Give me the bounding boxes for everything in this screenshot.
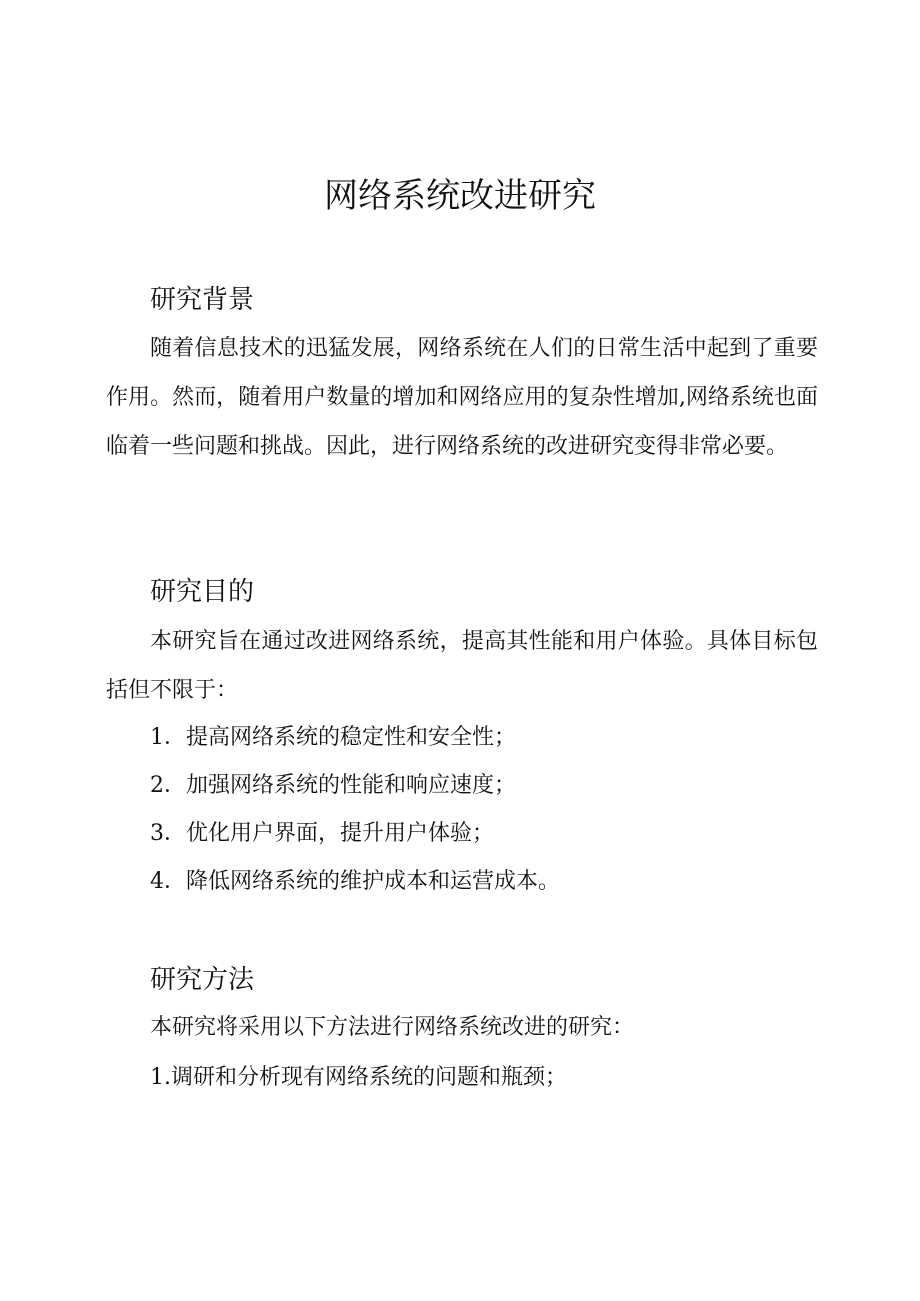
purpose-list-item: 3．优化用户界面，提升用户体验； xyxy=(150,821,494,846)
purpose-list-item: 1．提高网络系统的稳定性和安全性； xyxy=(150,725,516,750)
document-title: 网络系统改进研究 xyxy=(324,176,596,216)
method-list-item: 1.调研和分析现有网络系统的问题和瓶颈； xyxy=(150,1065,567,1090)
section-heading-method: 研究方法 xyxy=(150,965,255,995)
purpose-list-item: 4．降低网络系统的维护成本和运营成本。 xyxy=(150,869,560,894)
purpose-list-item: 2．加强网络系统的性能和响应速度； xyxy=(150,773,516,798)
section-heading-purpose: 研究目的 xyxy=(150,577,255,607)
method-intro: 本研究将采用以下方法进行网络系统改进的研究： xyxy=(150,1015,635,1040)
background-paragraph: 随着信息技术的迅猛发展，网络系统在人们的日常生活中起到了重要作用。然而，随着用户数量的增加和网络应用的复杂性增加,网络系统也面临着一些问题和挑战。因此，进行网络系统的改进研究变得非常必要。 xyxy=(106,336,818,459)
purpose-paragraph: 本研究旨在通过改进网络系统，提高其性能和用户体验。具体目标包括但不限于： xyxy=(106,629,818,703)
section-heading-background: 研究背景 xyxy=(150,285,255,315)
